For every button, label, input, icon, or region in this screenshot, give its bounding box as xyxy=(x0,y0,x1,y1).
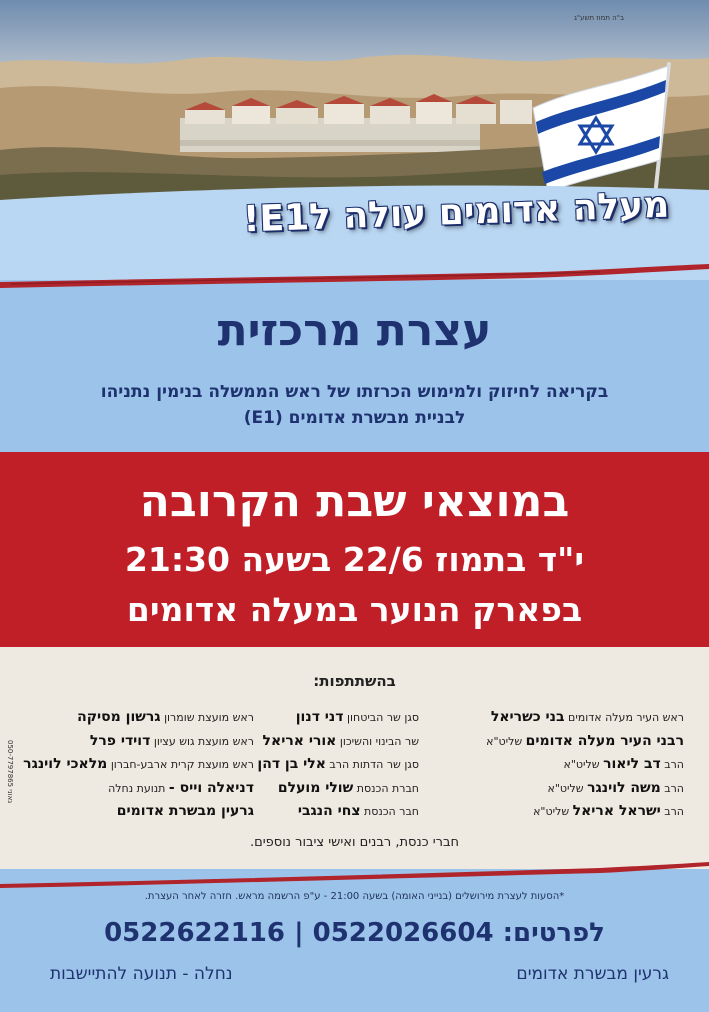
red-brush-divider xyxy=(0,260,709,290)
phone-separator: | xyxy=(294,918,304,948)
main-heading: עצרת מרכזית xyxy=(217,305,492,356)
participant-row xyxy=(486,706,684,730)
participant-suffix: שליט"א xyxy=(563,758,600,771)
participant-role: שר הבינוי והשיכון xyxy=(339,734,419,748)
designer-credit: גאוני 050-7797865 xyxy=(6,740,14,804)
participant-row xyxy=(486,777,684,801)
participant-row xyxy=(23,753,254,777)
participant-name: דני דנון xyxy=(295,709,344,725)
poster-title: מעלה אדומים עולה לE1! xyxy=(242,184,670,241)
participant-name: משה לוינגר xyxy=(587,779,661,796)
participant-name: דב ליאור xyxy=(603,756,661,772)
participants-column-left xyxy=(23,706,254,824)
when-line-3: בפארק הנוער במעלה אדומים xyxy=(126,590,583,629)
participation-title: בהשתתפות: xyxy=(313,672,396,690)
participant-row xyxy=(486,730,684,754)
participant-suffix: שליט"א xyxy=(547,781,584,795)
participant-row xyxy=(257,800,419,824)
top-blessing-note: ב"ה תמוז תשע"ג xyxy=(574,14,625,22)
participant-name: בני כשריאל xyxy=(490,709,565,725)
org-nachala: נחלה - תנועה להתיישבות xyxy=(50,964,233,984)
participant-name: רבני העיר מעלה אדומים xyxy=(525,732,684,749)
phone-1: 0522026604 xyxy=(312,918,494,948)
participant-name: שולי מועלם xyxy=(277,779,354,796)
participant-role: ראש העיר מעלה אדומים xyxy=(568,711,684,724)
participant-name: גרעין מבשרת אדומים xyxy=(116,803,254,819)
more-participants: חברי כנסת, רבנים ואישי ציבור נוספים. xyxy=(250,835,459,850)
contact-label: לפרטים: xyxy=(502,918,605,948)
participant-row xyxy=(486,753,684,777)
participant-name: ישראל אריאל xyxy=(572,803,661,819)
participant-row xyxy=(23,706,254,730)
participant-role: סגן שר הביטחון xyxy=(347,711,419,724)
participant-role: חבר הכנסת xyxy=(363,805,419,818)
participant-name: דוידי פרל xyxy=(89,732,151,749)
participant-suffix: שליט"א xyxy=(533,805,570,818)
participant-role: סגן שר הדתות הרב xyxy=(329,758,419,771)
participants-column-middle xyxy=(257,706,419,824)
participant-name: מלאכי לוינגר xyxy=(23,756,108,772)
participant-row xyxy=(486,800,684,824)
when-line-2: י"ד בתמוז 22/6 בשעה 21:30 xyxy=(124,540,585,579)
participant-name: אורי אריאל xyxy=(262,732,337,749)
phone-2: 0522622116 xyxy=(104,918,285,948)
participant-role: הרב xyxy=(664,758,684,771)
participant-suffix: שליט"א xyxy=(486,734,523,748)
participants-column-right xyxy=(486,706,684,824)
participant-row xyxy=(23,777,254,801)
landscape-illustration xyxy=(0,0,709,200)
participant-row xyxy=(257,706,419,730)
participant-name: אלי בן דהן xyxy=(257,756,326,772)
participant-row xyxy=(23,730,254,754)
red-brush-divider-lower xyxy=(0,858,709,888)
transport-note: *הסעות לעצרת מירושלים (בנייני האומה) בשעה 21:00 - ע"פ הרשמה מראש. חזרה לאחר העצרת. xyxy=(144,891,565,902)
org-garin: גרעין מבשרת אדומים xyxy=(516,964,669,984)
participant-role: הרב xyxy=(664,781,684,795)
participant-row xyxy=(257,730,419,754)
call-line-1: בקריאה לחיזוק ולמימוש הכרזתו של ראש הממשלה בנימין נתניהו xyxy=(100,382,609,402)
participant-suffix: תנועת נחלה xyxy=(108,781,166,795)
settlement-landscape-photo xyxy=(0,0,709,200)
participant-row xyxy=(257,777,419,801)
participant-role: חברת הכנסת xyxy=(356,781,419,795)
participant-name: דניאלה וייס - xyxy=(168,779,254,796)
participant-row xyxy=(23,800,254,824)
participant-role: ראש מועצת קרית ארבע-חברון xyxy=(110,758,254,771)
participant-name: גרשון מסיקה xyxy=(77,709,161,725)
when-line-1: במוצאי שבת הקרובה xyxy=(139,476,570,527)
participant-row xyxy=(257,753,419,777)
call-line-2: לבניית מבשרת אדומים (E1) xyxy=(243,408,466,428)
participant-role: ראש מועצת גוש עציון xyxy=(153,734,254,748)
participant-role: ראש מועצת שומרון xyxy=(164,711,254,724)
contact-line xyxy=(0,918,709,948)
participant-name: צחי הנגבי xyxy=(297,803,361,819)
participant-role: הרב xyxy=(664,805,684,818)
